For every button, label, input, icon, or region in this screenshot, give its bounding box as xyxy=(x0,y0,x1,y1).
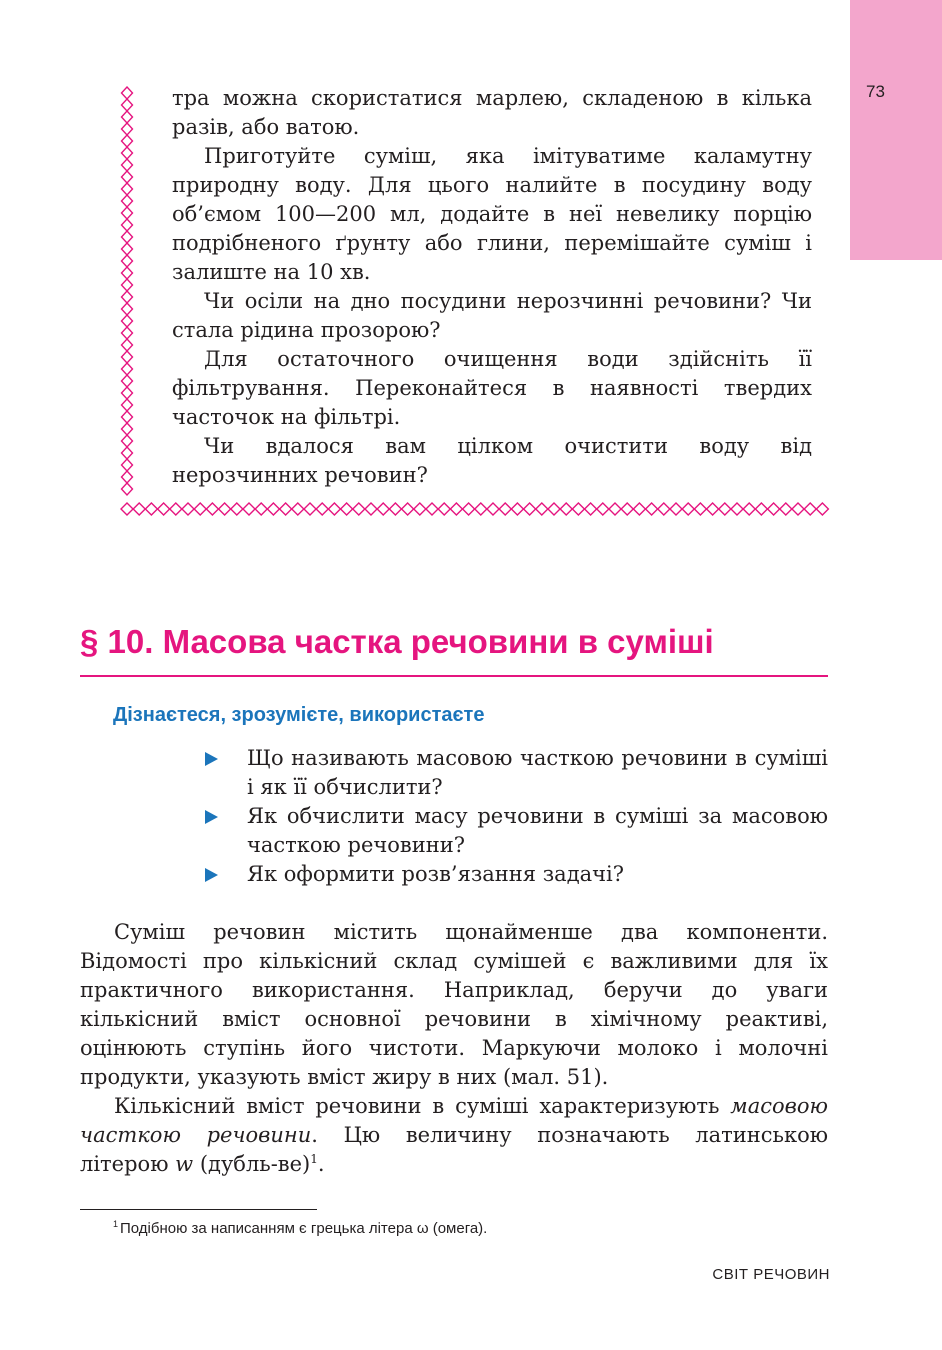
border-diamond xyxy=(353,503,365,515)
footnote xyxy=(113,1219,487,1237)
border-diamond xyxy=(304,503,316,515)
border-diamond xyxy=(341,503,353,515)
border-diamond xyxy=(719,503,731,515)
border-diamond xyxy=(122,267,133,279)
border-diamond xyxy=(122,183,133,195)
border-diamond xyxy=(122,459,133,471)
border-diamond xyxy=(768,503,780,515)
border-diamond xyxy=(292,503,304,515)
border-diamond xyxy=(560,503,572,515)
border-diamond xyxy=(219,503,231,515)
border-diamond xyxy=(122,243,133,255)
border-diamond xyxy=(122,99,133,111)
border-diamond xyxy=(731,503,743,515)
learning-goals-heading: Дізнаєтеся, зрозумієте, використаєте xyxy=(113,704,485,726)
border-diamond xyxy=(122,339,133,351)
border-diamond xyxy=(280,503,292,515)
experiment-box-text xyxy=(172,84,812,490)
border-diamond xyxy=(122,327,133,339)
border-diamond xyxy=(122,219,133,231)
border-diamond xyxy=(548,503,560,515)
box-paragraph: Приготуйте суміш, яка імітуватиме каламутну природну воду. Для цього налийте в посудину воду об’ємом 100—200 мл, додайте в неї невелику порцію подрібненого ґрунту або глини, перемішайте суміш і залиште на 10 хв. xyxy=(172,144,812,284)
border-diamond xyxy=(597,503,609,515)
triangle-bullet-icon xyxy=(205,810,218,824)
box-paragraph: Чи вдалося вам цілком очистити воду від нерозчинних речовин? xyxy=(172,434,812,487)
border-diamond xyxy=(122,255,133,267)
border-diamond xyxy=(122,423,133,435)
learning-goal-item xyxy=(205,744,828,802)
learning-goal-text: Що називають масовою часткою речовини в суміші і як її обчислити? xyxy=(247,746,828,799)
border-diamond xyxy=(316,503,328,515)
border-diamond xyxy=(122,303,133,315)
footnote-text: Подібною за написанням є грецька літера ω (омега). xyxy=(120,1220,488,1237)
border-diamond xyxy=(182,503,194,515)
border-diamond xyxy=(377,503,389,515)
border-diamond xyxy=(414,503,426,515)
border-diamond xyxy=(122,123,133,135)
border-diamond xyxy=(743,503,755,515)
border-diamond xyxy=(658,503,670,515)
running-footer: СВІТ РЕЧОВИН xyxy=(712,1266,830,1283)
border-diamond xyxy=(122,363,133,375)
symbol-w: w xyxy=(175,1152,194,1176)
border-diamond xyxy=(122,159,133,171)
page-corner-tab xyxy=(850,0,942,260)
border-diamond xyxy=(755,503,767,515)
body-text-span: . xyxy=(317,1152,325,1176)
term-emphasis: масовою часткою речовини xyxy=(80,1094,828,1147)
border-diamond xyxy=(122,375,133,387)
footnote-rule xyxy=(80,1209,317,1210)
border-diamond xyxy=(475,503,487,515)
border-diamond xyxy=(122,315,133,327)
border-diamond xyxy=(133,503,145,515)
footnote-mark: 1 xyxy=(113,1219,119,1229)
border-diamond xyxy=(122,351,133,363)
triangle-bullet-icon xyxy=(205,752,218,766)
section-title: § 10. Масова частка речовини в суміші xyxy=(80,623,714,660)
border-diamond xyxy=(122,483,133,495)
body-paragraph-1: Суміш речовин містить щонайменше два компоненти. Відомості про кількісний склад сумішей є важливими для їх практичного використання. Наприклад, беручи до уваги кількісний вміст основної речовини в хімічному реактиві, оцінюють ступінь його чистоти. Маркуючи молоко і молочні продукти, указують вміст жиру в них (мал. 51). xyxy=(80,920,828,1089)
border-diamond xyxy=(122,147,133,159)
border-diamond xyxy=(463,503,475,515)
border-diamond xyxy=(122,111,133,123)
border-diamond xyxy=(450,503,462,515)
border-diamond xyxy=(145,503,157,515)
border-diamond xyxy=(389,503,401,515)
box-border-left xyxy=(120,86,134,506)
border-diamond xyxy=(122,87,133,99)
border-diamond xyxy=(122,279,133,291)
border-diamond xyxy=(122,195,133,207)
border-diamond xyxy=(122,387,133,399)
box-paragraph: Чи осіли на дно посудини нерозчинні речовини? Чи стала рідина прозорою? xyxy=(172,289,812,342)
footnote-reference[interactable]: 1 xyxy=(310,1152,318,1166)
border-diamond xyxy=(206,503,218,515)
body-text-span: (дубль-ве) xyxy=(193,1152,311,1176)
main-body-text xyxy=(80,918,828,1179)
border-diamond xyxy=(609,503,621,515)
border-diamond xyxy=(122,135,133,147)
border-diamond xyxy=(122,411,133,423)
border-diamond xyxy=(122,231,133,243)
border-diamond xyxy=(122,171,133,183)
page-number: 73 xyxy=(866,82,885,101)
border-diamond xyxy=(536,503,548,515)
learning-goal-text: Як оформити розв’язання задачі? xyxy=(247,862,625,886)
section-title-rule xyxy=(80,675,828,677)
learning-goal-item xyxy=(205,802,828,860)
border-diamond xyxy=(122,435,133,447)
border-diamond xyxy=(816,503,828,515)
border-diamond xyxy=(231,503,243,515)
border-diamond xyxy=(621,503,633,515)
border-diamond xyxy=(438,503,450,515)
learning-goal-item xyxy=(205,860,828,889)
border-diamond xyxy=(267,503,279,515)
box-paragraph: тра можна скористатися марлею, складеною в кілька разів, або ватою. xyxy=(172,86,812,139)
border-diamond xyxy=(402,503,414,515)
border-diamond xyxy=(243,503,255,515)
border-diamond xyxy=(792,503,804,515)
border-diamond xyxy=(682,503,694,515)
body-paragraph-2 xyxy=(80,1092,828,1179)
border-diamond xyxy=(121,503,133,515)
learning-goals-list xyxy=(205,744,828,889)
border-diamond xyxy=(122,471,133,483)
border-diamond xyxy=(328,503,340,515)
border-diamond xyxy=(511,503,523,515)
border-diamond xyxy=(585,503,597,515)
border-diamond xyxy=(487,503,499,515)
border-diamond xyxy=(194,503,206,515)
box-paragraph: Для остаточного очищення води здійсніть її фільтрування. Переконайтеся в наявності твердих часточок на фільтрі. xyxy=(172,347,812,429)
border-diamond xyxy=(670,503,682,515)
border-diamond xyxy=(524,503,536,515)
border-diamond xyxy=(426,503,438,515)
border-diamond xyxy=(122,207,133,219)
border-diamond xyxy=(170,503,182,515)
learning-goal-text: Як обчислити масу речовини в суміші за масовою часткою речовини? xyxy=(247,804,828,857)
border-diamond xyxy=(707,503,719,515)
body-text-span: . Цю величину позначають латинською літерою xyxy=(80,1123,828,1176)
border-diamond xyxy=(646,503,658,515)
border-diamond xyxy=(572,503,584,515)
border-diamond xyxy=(694,503,706,515)
border-diamond xyxy=(499,503,511,515)
triangle-bullet-icon xyxy=(205,868,218,882)
body-text-span: Кількісний вміст речовини в суміші характеризують xyxy=(114,1094,731,1118)
border-diamond xyxy=(780,503,792,515)
border-diamond xyxy=(365,503,377,515)
border-diamond xyxy=(804,503,816,515)
border-diamond xyxy=(633,503,645,515)
border-diamond xyxy=(255,503,267,515)
border-diamond xyxy=(122,291,133,303)
border-diamond xyxy=(122,399,133,411)
box-border-bottom xyxy=(120,501,830,517)
border-diamond xyxy=(122,447,133,459)
border-diamond xyxy=(158,503,170,515)
